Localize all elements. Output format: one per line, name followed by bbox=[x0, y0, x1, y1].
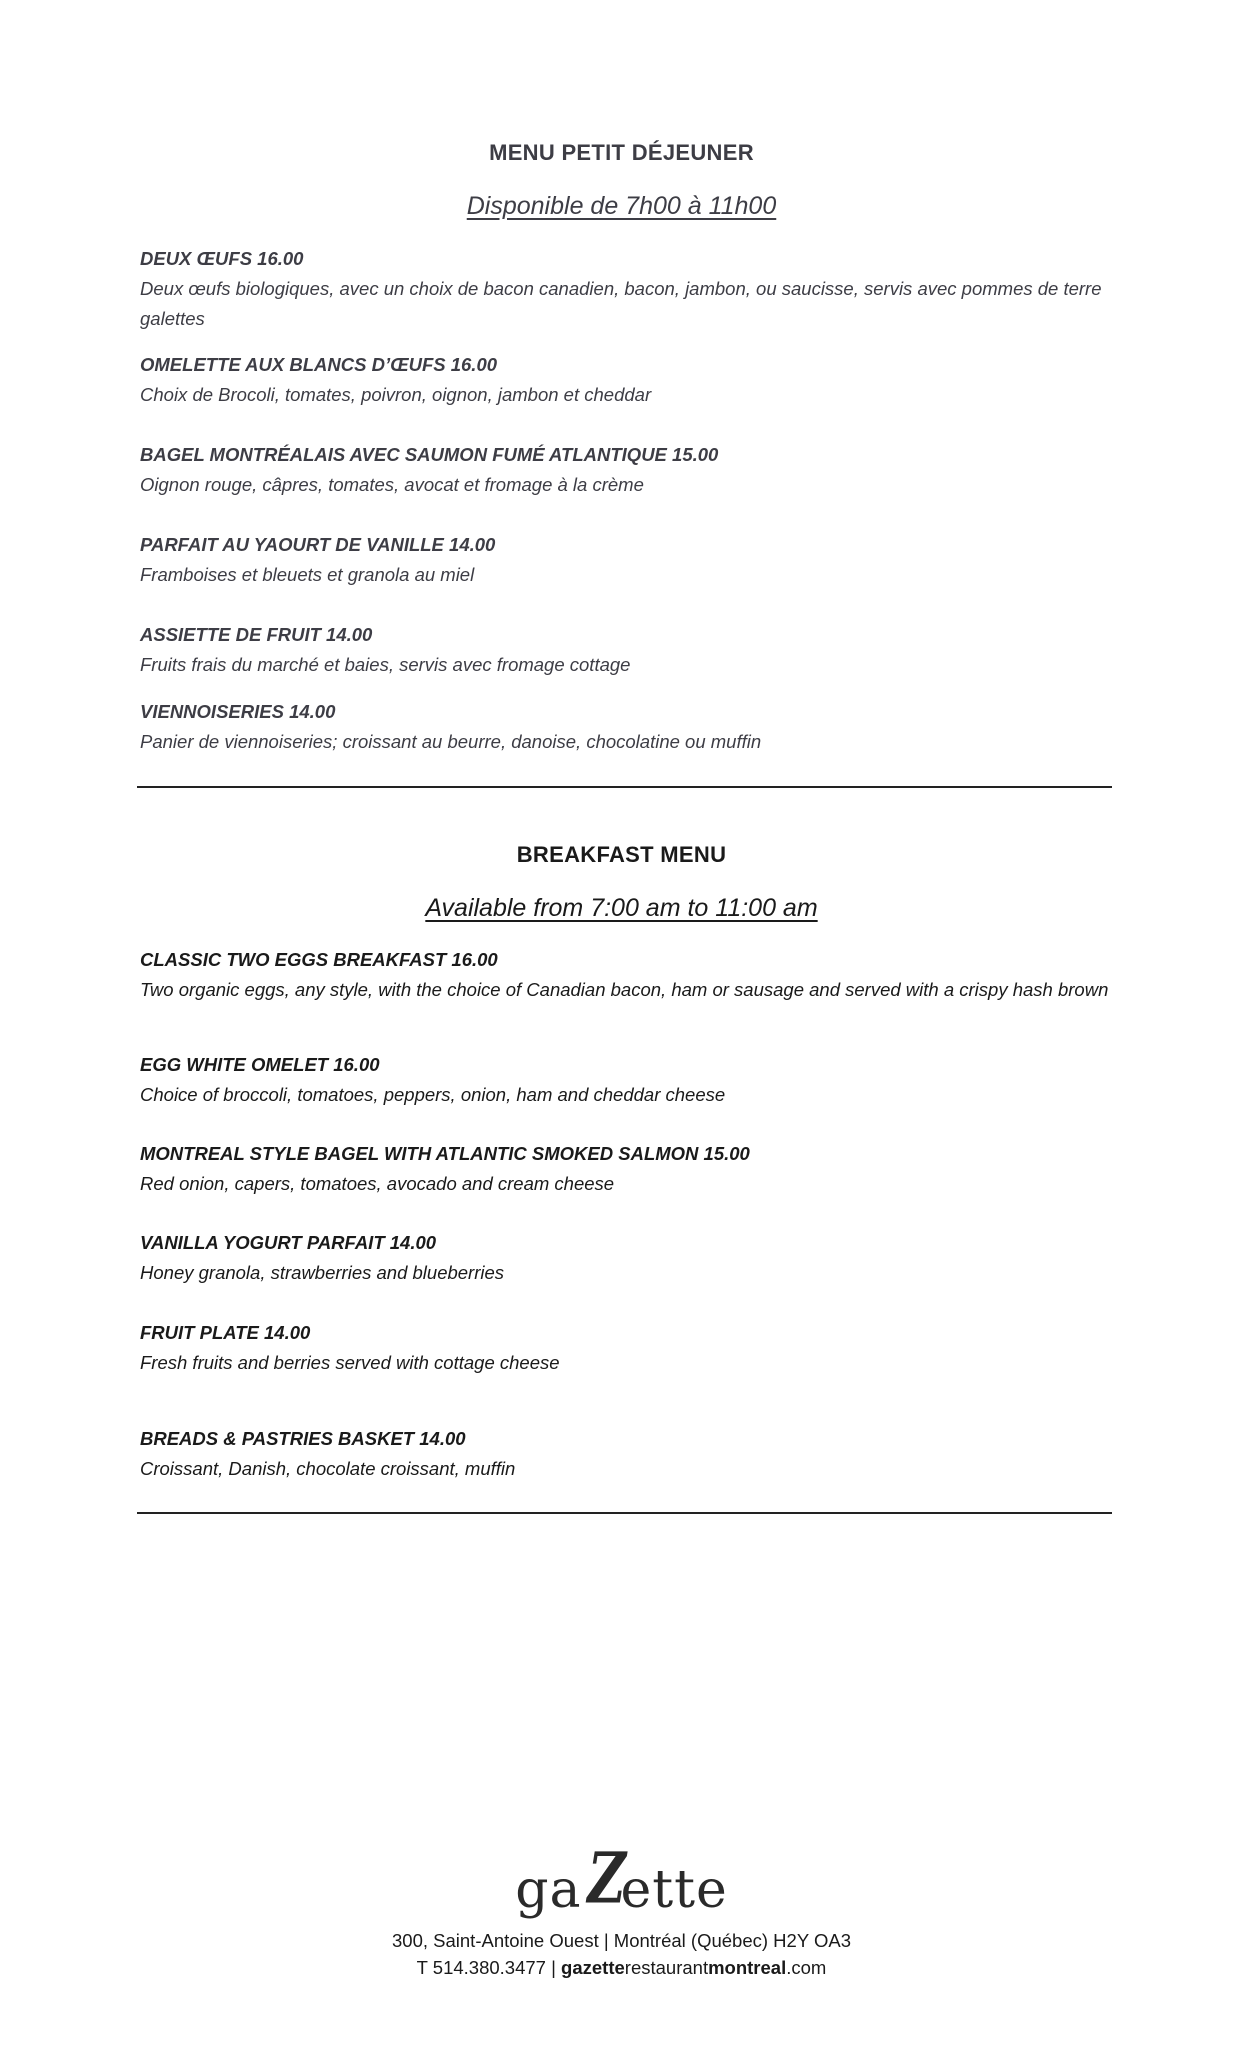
gazette-logo bbox=[0, 1837, 1243, 1920]
french-availability: Disponible de 7h00 à 11h00 bbox=[466, 192, 777, 220]
item-description: Honey granola, strawberries and blueberries bbox=[140, 1262, 505, 1283]
menu-item bbox=[140, 697, 1120, 757]
section-divider bbox=[137, 786, 1112, 788]
menu-item bbox=[140, 945, 1120, 1005]
item-description: Panier de viennoiseries; croissant au beurre, danoise, chocolatine ou muffin bbox=[140, 731, 762, 752]
item-description: Deux œufs biologiques, avec un choix de bacon canadien, bacon, jambon, ou saucisse, servis avec pommes de terre galettes bbox=[140, 278, 1102, 329]
item-name: BAGEL MONTRÉALAIS AVEC SAUMON FUMÉ ATLANTIQUE 15.00 bbox=[140, 444, 719, 465]
menu-item bbox=[140, 440, 1120, 500]
menu-item bbox=[140, 1228, 1120, 1288]
item-name: VANILLA YOGURT PARFAIT 14.00 bbox=[140, 1232, 437, 1253]
footer-address: 300, Saint-Antoine Ouest | Montréal (Québec) H2Y OA3 bbox=[392, 1930, 851, 1951]
footer-web-bold-1: gazette bbox=[561, 1957, 625, 1978]
logo-z-letter: Z bbox=[581, 1837, 634, 1920]
menu-item bbox=[140, 244, 1120, 334]
logo-text-prefix: ga bbox=[515, 1860, 582, 1920]
french-menu-title: MENU PETIT DÉJEUNER bbox=[489, 140, 754, 165]
item-description: Croissant, Danish, chocolate croissant, muffin bbox=[140, 1458, 516, 1479]
item-name: MONTREAL STYLE BAGEL WITH ATLANTIC SMOKED SALMON 15.00 bbox=[140, 1143, 750, 1164]
footer-web-bold-2: montreal bbox=[708, 1957, 787, 1978]
item-name: VIENNOISERIES 14.00 bbox=[140, 701, 336, 722]
item-name: CLASSIC TWO EGGS BREAKFAST 16.00 bbox=[140, 949, 498, 970]
item-description: Choice of broccoli, tomatoes, peppers, onion, ham and cheddar cheese bbox=[140, 1084, 726, 1105]
item-description: Framboises et bleuets et granola au miel bbox=[140, 564, 475, 585]
item-name: DEUX ŒUFS 16.00 bbox=[140, 248, 304, 269]
menu-item bbox=[140, 620, 1120, 680]
menu-item bbox=[140, 1050, 1120, 1110]
logo-text-suffix: ette bbox=[620, 1860, 728, 1920]
english-menu-title: BREAKFAST MENU bbox=[516, 842, 727, 867]
menu-item bbox=[140, 350, 1120, 410]
item-description: Two organic eggs, any style, with the choice of Canadian bacon, ham or sausage and served with a crispy hash brown bbox=[140, 979, 1109, 1000]
item-name: ASSIETTE DE FRUIT 14.00 bbox=[140, 624, 373, 645]
footer-web-regular-1: restaurant bbox=[624, 1957, 709, 1978]
menu-item bbox=[140, 1318, 1120, 1378]
item-name: EGG WHITE OMELET 16.00 bbox=[140, 1054, 380, 1075]
section-divider bbox=[137, 1512, 1112, 1514]
footer-web-regular-2: .com bbox=[786, 1957, 827, 1978]
menu-item bbox=[140, 1424, 1120, 1484]
item-description: Choix de Brocoli, tomates, poivron, oignon, jambon et cheddar bbox=[140, 384, 652, 405]
item-description: Fresh fruits and berries served with cottage cheese bbox=[140, 1352, 560, 1373]
item-name: FRUIT PLATE 14.00 bbox=[140, 1322, 311, 1343]
menu-item bbox=[140, 1139, 1120, 1199]
footer-contact bbox=[0, 1957, 1243, 1979]
item-name: BREADS & PASTRIES BASKET 14.00 bbox=[140, 1428, 466, 1449]
item-description: Red onion, capers, tomatoes, avocado and cream cheese bbox=[140, 1173, 615, 1194]
item-name: OMELETTE AUX BLANCS D’ŒUFS 16.00 bbox=[140, 354, 498, 375]
item-description: Fruits frais du marché et baies, servis avec fromage cottage bbox=[140, 654, 631, 675]
item-description: Oignon rouge, câpres, tomates, avocat et fromage à la crème bbox=[140, 474, 644, 495]
footer-phone: T 514.380.3477 | bbox=[416, 1957, 562, 1978]
menu-item bbox=[140, 530, 1120, 590]
item-name: PARFAIT AU YAOURT DE VANILLE 14.00 bbox=[140, 534, 496, 555]
english-availability: Available from 7:00 am to 11:00 am bbox=[425, 894, 818, 922]
